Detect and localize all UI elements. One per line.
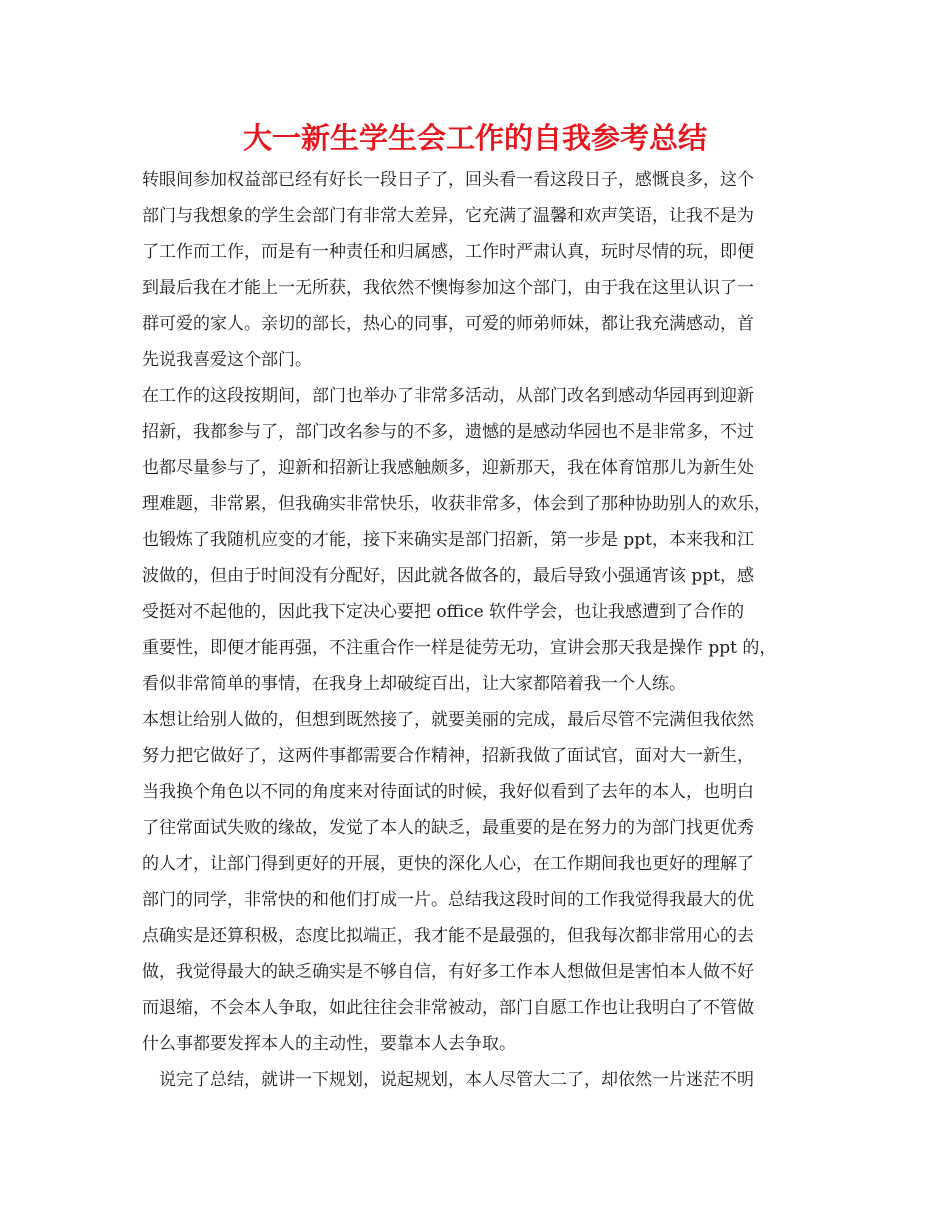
text-line: 转眼间参加权益部已经有好长一段日子了，回头看一看这段日子，感慨良多，这个 (142, 170, 754, 190)
text-line: 受挺对不起他的，因此我下定决心要把 office 软件学会，也让我感遭到了合作的 (142, 602, 745, 622)
text-line: 了工作而工作，而是有一种责任和归属感，工作时严肃认真，玩时尽情的玩，即便 (142, 242, 754, 262)
text-line: 说完了总结，就讲一下规划，说起规划，本人尽管大二了，却依然一片迷茫不明 (159, 1070, 754, 1090)
text-line: 什么事都要发挥本人的主动性，要靠本人去争取。 (142, 1034, 516, 1054)
text-line: 部门与我想象的学生会部门有非常大差异，它充满了温馨和欢声笑语，让我不是为 (142, 206, 754, 226)
text-line: 在工作的这段按期间，部门也举办了非常多活动，从部门改名到感动华园再到迎新 (142, 386, 754, 406)
text-line: 先说我喜爱这个部门。 (142, 350, 312, 370)
text-line: 波做的，但由于时间没有分配好，因此就各做各的，最后导致小强通宵该 ppt，感 (142, 566, 754, 586)
text-line: 也都尽量参与了，迎新和招新让我感触颇多，迎新那天，我在体育馆那儿为新生处 (142, 458, 754, 478)
text-line: 了往常面试失败的缘故，发觉了本人的缺乏，最重要的是在努力的为部门找更优秀 (142, 818, 754, 838)
text-line: 做，我觉得最大的缺乏确实是不够自信，有好多工作本人想做但是害怕本人做不好 (142, 962, 754, 982)
page-title: 大一新生学生会工作的自我参考总结 (242, 121, 707, 155)
text-line: 的人才，让部门得到更好的开展，更快的深化人心，在工作期间我也更好的理解了 (142, 854, 754, 874)
text-line: 理难题，非常累，但我确实非常快乐，收获非常多，体会到了那种协助别人的欢乐， (142, 494, 771, 514)
text-line: 重要性，即便才能再强，不注重合作一样是徒劳无功，宣讲会那天我是操作 ppt 的， (142, 638, 777, 658)
document-body (142, 162, 822, 1098)
text-line: 部门的同学，非常快的和他们打成一片。总结我这段时间的工作我觉得我最大的优 (142, 890, 754, 910)
text-line: 努力把它做好了，这两件事都需要合作精神，招新我做了面试官，面对大一新生， (142, 746, 754, 766)
text-line: 也锻炼了我随机应变的才能，接下来确实是部门招新，第一步是 ppt，本来我和江 (142, 530, 754, 550)
text-line: 招新，我都参与了，部门改名参与的不多，遗憾的是感动华园也不是非常多，不过 (142, 422, 754, 442)
text-line: 到最后我在才能上一无所获，我依然不懊悔参加这个部门，由于我在这里认识了一 (142, 278, 754, 298)
text-line: 群可爱的家人。亲切的部长，热心的同事，可爱的师弟师妹，都让我充满感动，首 (142, 314, 754, 334)
text-line: 看似非常简单的事情，在我身上却破绽百出，让大家都陪着我一个人练。 (142, 674, 686, 694)
text-line: 而退缩，不会本人争取，如此往往会非常被动，部门自愿工作也让我明白了不管做 (142, 998, 754, 1018)
text-line: 当我换个角色以不同的角度来对待面试的时候，我好似看到了去年的本人，也明白 (142, 782, 754, 802)
text-line: 点确实是还算积极，态度比拟端正，我才能不是最强的，但我每次都非常用心的去 (142, 926, 754, 946)
text-line: 本想让给别人做的，但想到既然接了，就要美丽的完成，最后尽管不完满但我依然 (142, 710, 754, 730)
